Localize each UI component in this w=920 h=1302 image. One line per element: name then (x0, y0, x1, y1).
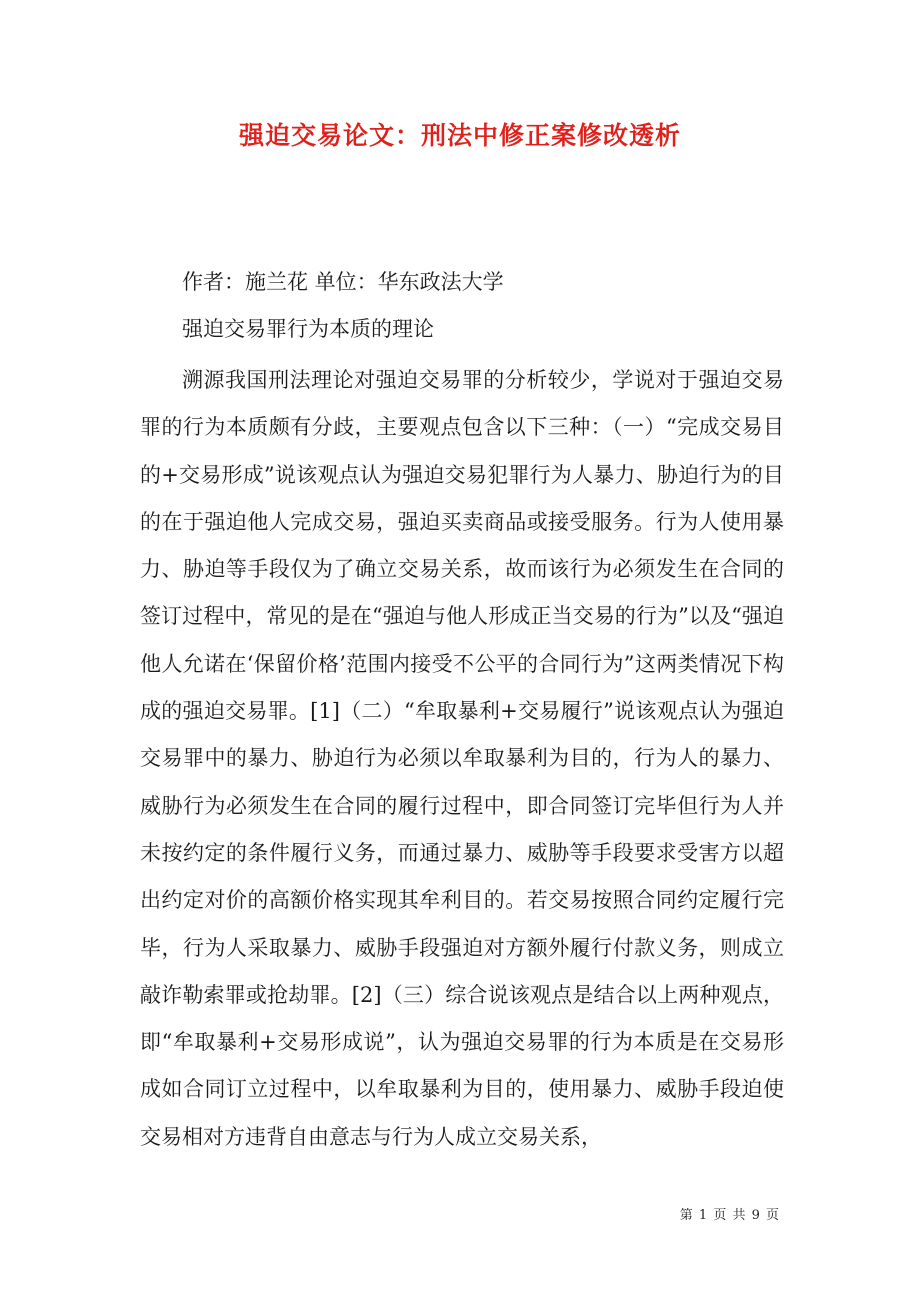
document-title: 强迫交易论文：刑法中修正案修改透析 (238, 121, 681, 150)
author-line: 作者：施兰花 单位：华东政法大学 (182, 270, 504, 294)
section-heading: 强迫交易罪行为本质的理论 (182, 317, 434, 341)
body-paragraph: 溯源我国刑法理论对强迫交易罪的分析较少，学说对于强迫交易罪的行为本质颇有分歧，主要观点包含以下三种：（一）“完成交易目的+交易形成”说该观点认为强迫交易犯罪行为人暴力、胁迫行为的目的在于强迫他人完成交易，强迫买卖商品或接受服务。行为人使用暴力、胁迫等手段仅为了确立交易关系，故而该行为必须发生在合同的签订过程中，常见的是在“强迫与他人形成正当交易的行为”以及“强迫他人允诺在‘保留价格’范围内接受不公平的合同行为”这两类情况下构成的强迫交易罪。[1]（二）“牟取暴利+交易履行”说该观点认为强迫交易罪中的暴力、胁迫行为必须以牟取暴利为目的，行为人的暴力、威胁行为必须发生在合同的履行过程中，即合同签订完毕但行为人并未按约定的条件履行义务，而通过暴力、威胁等手段要求受害方以超出约定对价的高额价格实现其牟利目的。若交易按照合同约定履行完毕，行为人采取暴力、威胁手段强迫对方额外履行付款义务，则成立敲诈勒索罪或抢劫罪。[2]（三）综合说该观点是结合以上两种观点，即“牟取暴利+交易形成说”，认为强迫交易罪的行为本质是在交易形成如合同订立过程中，以牟取暴利为目的，使用暴力、威胁手段迫使交易相对方违背自由意志与行为人成立交易关系， (140, 368, 784, 1149)
page-number: 第 1 页 共 9 页 (679, 1208, 780, 1223)
